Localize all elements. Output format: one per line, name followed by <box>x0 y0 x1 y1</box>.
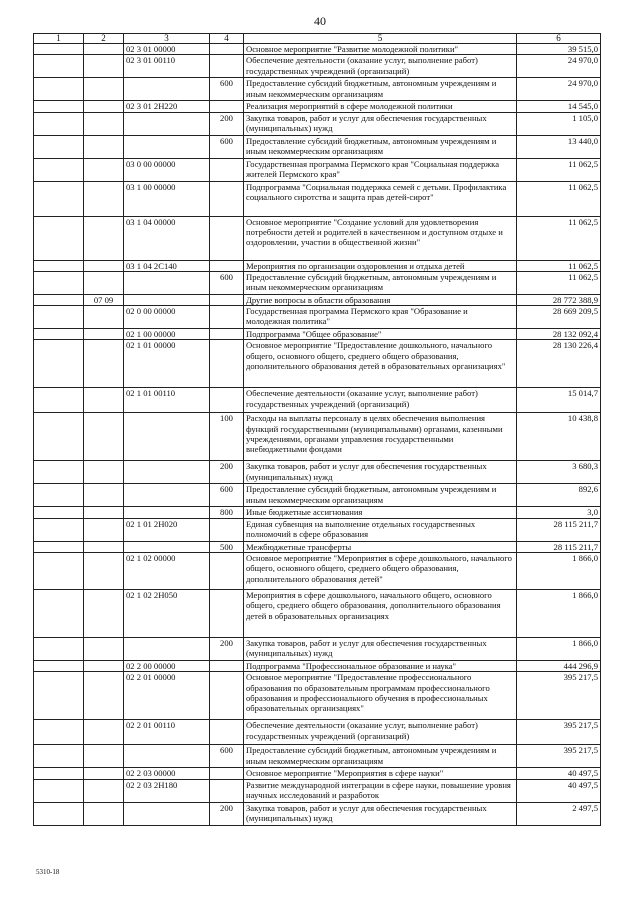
budget-table <box>33 33 601 826</box>
header-row <box>34 34 601 44</box>
target-article-cell <box>124 745 210 768</box>
section-cell <box>84 340 124 388</box>
description-cell: Предоставление субсидий бюджетным, автономным учреждениям и иным некоммерческим организациям <box>244 78 517 101</box>
target-article-cell <box>124 541 210 552</box>
section-cell <box>84 329 124 340</box>
section-cell <box>84 553 124 590</box>
ministry-cell <box>34 306 84 329</box>
amount-cell: 395 217,5 <box>517 745 601 768</box>
table-row <box>34 55 601 78</box>
expense-type-cell: 600 <box>210 484 244 507</box>
amount-cell: 28 115 211,7 <box>517 541 601 552</box>
ministry-cell <box>34 779 84 802</box>
section-cell <box>84 590 124 638</box>
table-row <box>34 112 601 135</box>
expense-type-cell: 100 <box>210 413 244 461</box>
table-row <box>34 553 601 590</box>
description-cell: Основное мероприятие "Предоставление профессионального образования по образовательным программам профессионального образования и профессионального обучения в профессиональных образовательных организациях" <box>244 672 517 720</box>
description-cell: Основное мероприятие "Мероприятия в сфере науки" <box>244 768 517 779</box>
table-row <box>34 720 601 745</box>
expense-type-cell <box>210 518 244 541</box>
amount-cell: 10 438,8 <box>517 413 601 461</box>
target-article-cell <box>124 507 210 518</box>
amount-cell: 3,0 <box>517 507 601 518</box>
expense-type-cell: 600 <box>210 271 244 294</box>
header-col-3: 3 <box>124 34 210 44</box>
ministry-cell <box>34 553 84 590</box>
description-cell: Государственная программа Пермского края "Образование и молодежная политика" <box>244 306 517 329</box>
ministry-cell <box>34 329 84 340</box>
section-cell: 07 09 <box>84 294 124 305</box>
description-cell: Иные бюджетные ассигнования <box>244 507 517 518</box>
description-cell: Подпрограмма "Общее образование" <box>244 329 517 340</box>
ministry-cell <box>34 661 84 672</box>
ministry-cell <box>34 672 84 720</box>
ministry-cell <box>34 260 84 271</box>
table-row <box>34 590 601 638</box>
amount-cell: 28 115 211,7 <box>517 518 601 541</box>
amount-cell: 28 132 092,4 <box>517 329 601 340</box>
target-article-cell: 02 3 01 00000 <box>124 44 210 55</box>
target-article-cell: 02 2 01 00110 <box>124 720 210 745</box>
description-cell: Развитие международной интеграции в сфере науки, повышение уровня научных исследований и разработок <box>244 779 517 802</box>
amount-cell: 1 866,0 <box>517 553 601 590</box>
description-cell: Закупка товаров, работ и услуг для обеспечения государственных (муниципальных) нужд <box>244 112 517 135</box>
target-article-cell <box>124 638 210 661</box>
expense-type-cell <box>210 672 244 720</box>
ministry-cell <box>34 590 84 638</box>
expense-type-cell <box>210 44 244 55</box>
target-article-cell: 02 2 03 2Н180 <box>124 779 210 802</box>
target-article-cell: 03 1 00 00000 <box>124 181 210 216</box>
table-row <box>34 294 601 305</box>
section-cell <box>84 271 124 294</box>
ministry-cell <box>34 768 84 779</box>
table-body <box>34 44 601 826</box>
ministry-cell <box>34 216 84 260</box>
section-cell <box>84 768 124 779</box>
table-row <box>34 340 601 388</box>
section-cell <box>84 661 124 672</box>
description-cell: Закупка товаров, работ и услуг для обеспечения государственных (муниципальных) нужд <box>244 802 517 825</box>
ministry-cell <box>34 541 84 552</box>
target-article-cell <box>124 135 210 158</box>
ministry-cell <box>34 55 84 78</box>
description-cell: Другие вопросы в области образования <box>244 294 517 305</box>
target-article-cell: 02 3 01 00110 <box>124 55 210 78</box>
amount-cell: 15 014,7 <box>517 388 601 413</box>
description-cell: Мероприятия в сфере дошкольного, начального общего, основного общего, среднего общего образования, дополнительного образования детей в образовательных организациях <box>244 590 517 638</box>
ministry-cell <box>34 461 84 484</box>
section-cell <box>84 306 124 329</box>
target-article-cell <box>124 484 210 507</box>
table-row <box>34 745 601 768</box>
footer-code: 5310-18 <box>36 868 60 876</box>
ministry-cell <box>34 271 84 294</box>
expense-type-cell <box>210 329 244 340</box>
expense-type-cell <box>210 720 244 745</box>
target-article-cell: 02 1 02 00000 <box>124 553 210 590</box>
ministry-cell <box>34 413 84 461</box>
section-cell <box>84 541 124 552</box>
ministry-cell <box>34 638 84 661</box>
target-article-cell: 03 1 04 2С140 <box>124 260 210 271</box>
section-cell <box>84 216 124 260</box>
expense-type-cell <box>210 55 244 78</box>
section-cell <box>84 461 124 484</box>
table-row <box>34 507 601 518</box>
target-article-cell: 02 0 00 00000 <box>124 306 210 329</box>
expense-type-cell <box>210 340 244 388</box>
table-row <box>34 101 601 112</box>
description-cell: Единая субвенция на выполнение отдельных государственных полномочий в сфере образования <box>244 518 517 541</box>
target-article-cell: 02 1 00 00000 <box>124 329 210 340</box>
target-article-cell: 02 3 01 2Н220 <box>124 101 210 112</box>
target-article-cell <box>124 112 210 135</box>
amount-cell: 28 669 209,5 <box>517 306 601 329</box>
ministry-cell <box>34 78 84 101</box>
amount-cell: 1 105,0 <box>517 112 601 135</box>
description-cell: Государственная программа Пермского края "Социальная поддержка жителей Пермского края" <box>244 158 517 181</box>
amount-cell: 24 970,0 <box>517 55 601 78</box>
description-cell: Обеспечение деятельности (оказание услуг, выполнение работ) государственных учреждений (организаций) <box>244 388 517 413</box>
target-article-cell <box>124 78 210 101</box>
ministry-cell <box>34 101 84 112</box>
ministry-cell <box>34 294 84 305</box>
description-cell: Мероприятия по организации оздоровления и отдыха детей <box>244 260 517 271</box>
section-cell <box>84 388 124 413</box>
ministry-cell <box>34 720 84 745</box>
expense-type-cell <box>210 101 244 112</box>
ministry-cell <box>34 44 84 55</box>
target-article-cell <box>124 802 210 825</box>
expense-type-cell <box>210 779 244 802</box>
section-cell <box>84 779 124 802</box>
section-cell <box>84 484 124 507</box>
expense-type-cell: 200 <box>210 112 244 135</box>
header-col-4: 4 <box>210 34 244 44</box>
ministry-cell <box>34 388 84 413</box>
amount-cell: 14 545,0 <box>517 101 601 112</box>
target-article-cell: 03 1 04 00000 <box>124 216 210 260</box>
table-row <box>34 216 601 260</box>
section-cell <box>84 101 124 112</box>
section-cell <box>84 413 124 461</box>
amount-cell: 13 440,0 <box>517 135 601 158</box>
table-row <box>34 541 601 552</box>
expense-type-cell: 200 <box>210 638 244 661</box>
amount-cell: 28 130 226,4 <box>517 340 601 388</box>
ministry-cell <box>34 181 84 216</box>
table-row <box>34 413 601 461</box>
description-cell: Обеспечение деятельности (оказание услуг, выполнение работ) государственных учреждений (организаций) <box>244 55 517 78</box>
description-cell: Основное мероприятие "Создание условий для удовлетворения потребности детей и родителей в качественном и доступном отдыхе и оздоровлении, участии в общественной жизни" <box>244 216 517 260</box>
header-col-2: 2 <box>84 34 124 44</box>
amount-cell: 2 497,5 <box>517 802 601 825</box>
expense-type-cell: 600 <box>210 78 244 101</box>
target-article-cell: 02 2 01 00000 <box>124 672 210 720</box>
ministry-cell <box>34 802 84 825</box>
section-cell <box>84 638 124 661</box>
ministry-cell <box>34 340 84 388</box>
description-cell: Обеспечение деятельности (оказание услуг, выполнение работ) государственных учреждений (организаций) <box>244 720 517 745</box>
section-cell <box>84 507 124 518</box>
expense-type-cell <box>210 661 244 672</box>
description-cell: Основное мероприятие "Предоставление дошкольного, начального общего, основного общего, среднего общего образования, дополнительного образования детей в образовательных организациях" <box>244 340 517 388</box>
amount-cell: 11 062,5 <box>517 216 601 260</box>
amount-cell: 444 296,9 <box>517 661 601 672</box>
ministry-cell <box>34 135 84 158</box>
expense-type-cell <box>210 590 244 638</box>
table-row <box>34 181 601 216</box>
amount-cell: 11 062,5 <box>517 271 601 294</box>
amount-cell: 1 866,0 <box>517 590 601 638</box>
table-row <box>34 661 601 672</box>
target-article-cell: 02 1 01 2Н020 <box>124 518 210 541</box>
ministry-cell <box>34 158 84 181</box>
section-cell <box>84 44 124 55</box>
section-cell <box>84 181 124 216</box>
amount-cell: 395 217,5 <box>517 720 601 745</box>
amount-cell: 24 970,0 <box>517 78 601 101</box>
target-article-cell: 02 2 00 00000 <box>124 661 210 672</box>
description-cell: Расходы на выплаты персоналу в целях обеспечения выполнения функций государственными (муниципальными) органами, казенными учреждениями, органами управления государственными внебюджетными фондами <box>244 413 517 461</box>
ministry-cell <box>34 507 84 518</box>
description-cell: Межбюджетные трансферты <box>244 541 517 552</box>
amount-cell: 3 680,3 <box>517 461 601 484</box>
table-row <box>34 44 601 55</box>
table-row <box>34 388 601 413</box>
target-article-cell <box>124 413 210 461</box>
table-row <box>34 768 601 779</box>
description-cell: Предоставление субсидий бюджетным, автономным учреждениям и иным некоммерческим организациям <box>244 484 517 507</box>
description-cell: Закупка товаров, работ и услуг для обеспечения государственных (муниципальных) нужд <box>244 638 517 661</box>
section-cell <box>84 672 124 720</box>
amount-cell: 28 772 388,9 <box>517 294 601 305</box>
description-cell: Предоставление субсидий бюджетным, автономным учреждениям и иным некоммерческим организациям <box>244 745 517 768</box>
expense-type-cell: 800 <box>210 507 244 518</box>
description-cell: Предоставление субсидий бюджетным, автономным учреждениям и иным некоммерческим организациям <box>244 271 517 294</box>
target-article-cell <box>124 294 210 305</box>
target-article-cell: 02 1 01 00110 <box>124 388 210 413</box>
expense-type-cell <box>210 306 244 329</box>
amount-cell: 11 062,5 <box>517 158 601 181</box>
section-cell <box>84 78 124 101</box>
description-cell: Подпрограмма "Социальная поддержка семей с детьми. Профилактика социального сиротства и защита прав детей-сирот" <box>244 181 517 216</box>
section-cell <box>84 55 124 78</box>
target-article-cell: 02 1 01 00000 <box>124 340 210 388</box>
header-col-5: 5 <box>244 34 517 44</box>
table-row <box>34 271 601 294</box>
expense-type-cell <box>210 553 244 590</box>
table-row <box>34 461 601 484</box>
ministry-cell <box>34 112 84 135</box>
amount-cell: 11 062,5 <box>517 260 601 271</box>
section-cell <box>84 720 124 745</box>
target-article-cell <box>124 271 210 294</box>
amount-cell: 39 515,0 <box>517 44 601 55</box>
section-cell <box>84 158 124 181</box>
target-article-cell: 02 1 02 2Н050 <box>124 590 210 638</box>
table-row <box>34 158 601 181</box>
description-cell: Закупка товаров, работ и услуг для обеспечения государственных (муниципальных) нужд <box>244 461 517 484</box>
section-cell <box>84 260 124 271</box>
table-row <box>34 306 601 329</box>
expense-type-cell <box>210 158 244 181</box>
expense-type-cell <box>210 216 244 260</box>
target-article-cell: 03 0 00 00000 <box>124 158 210 181</box>
expense-type-cell <box>210 181 244 216</box>
table-row <box>34 779 601 802</box>
section-cell <box>84 802 124 825</box>
ministry-cell <box>34 518 84 541</box>
expense-type-cell <box>210 294 244 305</box>
amount-cell: 40 497,5 <box>517 779 601 802</box>
expense-type-cell: 600 <box>210 745 244 768</box>
target-article-cell <box>124 461 210 484</box>
page-number: 40 <box>314 14 326 28</box>
section-cell <box>84 112 124 135</box>
expense-type-cell <box>210 388 244 413</box>
ministry-cell <box>34 745 84 768</box>
amount-cell: 11 062,5 <box>517 181 601 216</box>
ministry-cell <box>34 484 84 507</box>
table-row <box>34 672 601 720</box>
amount-cell: 1 866,0 <box>517 638 601 661</box>
header-col-6: 6 <box>517 34 601 44</box>
amount-cell: 395 217,5 <box>517 672 601 720</box>
header-col-1: 1 <box>34 34 84 44</box>
expense-type-cell: 200 <box>210 802 244 825</box>
amount-cell: 892,6 <box>517 484 601 507</box>
description-cell: Реализация мероприятий в сфере молодежной политики <box>244 101 517 112</box>
table-row <box>34 484 601 507</box>
description-cell: Предоставление субсидий бюджетным, автономным учреждениям и иным некоммерческим организациям <box>244 135 517 158</box>
expense-type-cell: 200 <box>210 461 244 484</box>
table-row <box>34 78 601 101</box>
expense-type-cell: 600 <box>210 135 244 158</box>
section-cell <box>84 518 124 541</box>
table-row <box>34 518 601 541</box>
description-cell: Основное мероприятие "Развитие молодежной политики" <box>244 44 517 55</box>
table-row <box>34 638 601 661</box>
expense-type-cell <box>210 260 244 271</box>
description-cell: Основное мероприятие "Мероприятия в сфере дошкольного, начального общего, основного общего, среднего общего образования, дополнительного образования детей" <box>244 553 517 590</box>
section-cell <box>84 745 124 768</box>
table-row <box>34 135 601 158</box>
table-row <box>34 802 601 825</box>
section-cell <box>84 135 124 158</box>
expense-type-cell: 500 <box>210 541 244 552</box>
description-cell: Подпрограмма "Профессиональное образование и наука" <box>244 661 517 672</box>
table-row <box>34 260 601 271</box>
expense-type-cell <box>210 768 244 779</box>
amount-cell: 40 497,5 <box>517 768 601 779</box>
target-article-cell: 02 2 03 00000 <box>124 768 210 779</box>
table-row <box>34 329 601 340</box>
